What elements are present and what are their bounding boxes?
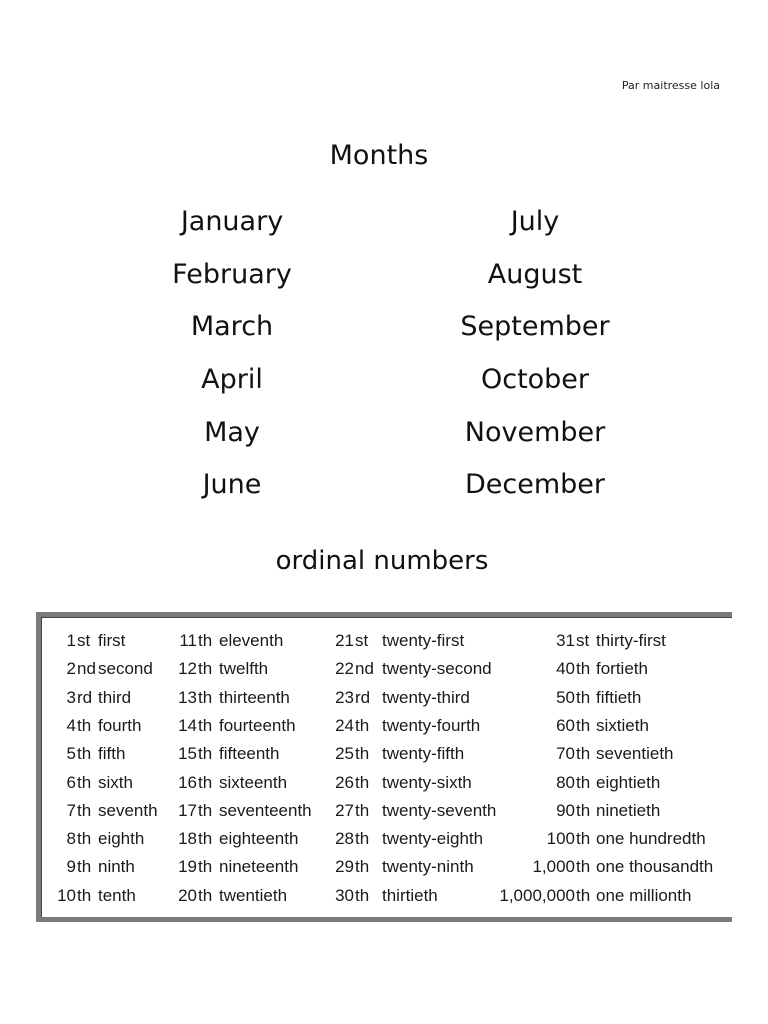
ordinal-suffix: rd (355, 687, 371, 707)
ordinal-number: 15 (178, 744, 197, 764)
ordinal-word: sixth (98, 772, 133, 792)
ordinal-number: 1,000,000 (499, 885, 575, 905)
ordinal-number: 11 (179, 631, 197, 650)
ordinal-word: seventeenth (219, 800, 312, 820)
ordinal-table-frame (36, 612, 732, 922)
ordinal-word: fiftieth (596, 687, 642, 707)
ordinal-number: 60 (556, 715, 575, 735)
ordinal-word: twenty-seventh (382, 800, 497, 820)
ordinal-word: fifteenth (219, 744, 280, 764)
ordinal-number: 10 (57, 885, 76, 905)
ordinal-word: sixtieth (596, 715, 649, 735)
ordinal-word: third (98, 687, 132, 707)
ordinal-word: fortieth (596, 659, 648, 679)
ordinal-number: 21 (335, 631, 354, 650)
ordinal-suffix: th (576, 715, 591, 735)
ordinal-word: one millionth (596, 885, 692, 905)
ordinal-number: 3 (66, 687, 76, 707)
ordinal-number: 31 (556, 631, 575, 650)
ordinal-word: twenty-third (382, 687, 470, 707)
months-list (0, 200, 768, 520)
ordinal-number: 4 (66, 715, 76, 735)
ordinal-suffix: th (198, 772, 213, 792)
ordinal-suffix: th (198, 857, 213, 877)
ordinal-number: 90 (556, 800, 575, 820)
ordinal-suffix: th (355, 800, 370, 820)
ordinal-suffix: th (198, 744, 213, 764)
month-december: December (464, 469, 605, 500)
ordinal-suffix: th (576, 885, 591, 905)
ordinal-word: seventieth (596, 744, 674, 764)
ordinal-word: twenty-first (382, 631, 465, 650)
ordinal-word: first (98, 631, 126, 650)
ordinal-word: eightieth (596, 772, 661, 792)
ordinal-word: twenty-sixth (382, 772, 472, 792)
month-january: January (180, 206, 284, 237)
ordinal-number: 80 (556, 772, 575, 792)
ordinal-suffix: th (77, 772, 92, 792)
ordinal-suffix: nd (355, 659, 374, 679)
ordinal-suffix: th (355, 744, 370, 764)
ordinal-suffix: th (576, 800, 591, 820)
ordinal-number: 17 (178, 800, 197, 820)
ordinal-suffix: th (576, 829, 591, 849)
ordinal-number: 1,000 (532, 857, 575, 877)
ordinal-number: 70 (556, 744, 575, 764)
ordinal-suffix: th (77, 715, 92, 735)
ordinal-suffix: th (77, 885, 92, 905)
ordinal-number: 5 (66, 744, 76, 764)
ordinal-suffix: th (355, 715, 370, 735)
month-june: June (202, 469, 262, 500)
ordinal-word: eighteenth (219, 829, 299, 849)
ordinal-suffix: st (77, 631, 91, 650)
ordinal-word: one hundredth (596, 829, 706, 849)
ordinal-word: fourth (98, 715, 142, 735)
ordinal-word: twelfth (219, 659, 269, 679)
ordinal-suffix: th (576, 687, 591, 707)
ordinal-word: thirtieth (382, 885, 438, 905)
ordinal-number: 12 (178, 659, 197, 679)
ordinal-word: fifth (98, 744, 126, 764)
ordinal-word: eighth (98, 829, 145, 849)
ordinal-suffix: th (77, 744, 92, 764)
ordinal-word: twenty-fourth (382, 715, 481, 735)
ordinal-number: 2 (66, 659, 76, 679)
ordinal-suffix: th (355, 857, 370, 877)
ordinal-number: 1 (66, 631, 76, 650)
ordinal-word: twenty-eighth (382, 829, 484, 849)
ordinal-word: ninth (98, 857, 135, 877)
ordinal-suffix: th (576, 744, 591, 764)
month-may: May (204, 417, 260, 448)
ordinal-suffix: th (198, 631, 213, 650)
ordinal-suffix: th (576, 772, 591, 792)
ordinal-suffix: th (77, 829, 92, 849)
ordinal-suffix: th (198, 829, 213, 849)
ordinal-number: 22 (335, 659, 354, 679)
ordinal-number: 28 (335, 829, 354, 849)
month-april: April (201, 364, 263, 395)
ordinal-suffix: th (355, 885, 370, 905)
ordinal-suffix: th (355, 829, 370, 849)
ordinal-number: 25 (335, 744, 354, 764)
month-september: September (460, 311, 610, 342)
ordinal-word: one thousandth (596, 857, 714, 877)
ordinal-number: 18 (178, 829, 197, 849)
ordinal-word: twenty-ninth (382, 857, 474, 877)
ordinal-suffix: th (198, 687, 213, 707)
ordinal-suffix: st (576, 631, 590, 650)
ordinal-word: thirty-first (596, 631, 666, 650)
ordinal-number: 50 (556, 687, 575, 707)
ordinal-suffix: nd (77, 659, 96, 679)
ordinal-number: 23 (335, 687, 354, 707)
ordinal-suffix: st (355, 631, 369, 650)
ordinal-word: sixteenth (219, 772, 288, 792)
ordinal-suffix: th (576, 659, 591, 679)
ordinal-word: nineteenth (219, 857, 299, 877)
month-october: October (480, 364, 590, 395)
ordinal-number: 8 (66, 829, 76, 849)
ordinal-word: ninetieth (596, 800, 661, 820)
ordinal-word: twenty-second (382, 659, 492, 679)
month-july: July (510, 206, 560, 237)
ordinal-number: 27 (335, 800, 354, 820)
month-march: March (190, 311, 274, 342)
ordinal-numbers-title: ordinal numbers (275, 546, 489, 576)
ordinal-word: eleventh (219, 631, 284, 650)
ordinal-number: 6 (66, 772, 76, 792)
ordinal-number: 100 (546, 829, 575, 849)
month-november: November (464, 417, 606, 448)
ordinal-word: fourteenth (219, 715, 296, 735)
ordinal-number: 20 (178, 885, 197, 905)
ordinal-suffix: rd (77, 687, 93, 707)
ordinal-suffix: th (576, 857, 591, 877)
ordinal-number: 9 (66, 857, 76, 877)
ordinal-number: 7 (66, 800, 76, 820)
ordinal-word: thirteenth (219, 687, 290, 707)
ordinal-number: 24 (335, 715, 354, 735)
ordinal-suffix: th (198, 715, 213, 735)
ordinal-suffix: th (198, 659, 213, 679)
ordinal-number: 40 (556, 659, 575, 679)
ordinal-number: 26 (335, 772, 354, 792)
months-title: Months (329, 140, 429, 171)
ordinal-number: 19 (178, 857, 197, 877)
ordinal-word: twenty-fifth (382, 744, 465, 764)
ordinal-suffix: th (198, 800, 213, 820)
month-august: August (487, 259, 583, 290)
ordinal-suffix: th (77, 857, 92, 877)
ordinal-number: 29 (335, 857, 354, 877)
ordinal-table (41, 617, 732, 917)
ordinal-suffix: th (198, 885, 213, 905)
ordinal-word: seventh (98, 800, 158, 820)
ordinal-word: tenth (98, 885, 136, 905)
ordinal-suffix: th (355, 772, 370, 792)
ordinal-word: twentieth (219, 885, 288, 905)
month-february: February (172, 259, 292, 290)
ordinal-suffix: th (77, 800, 92, 820)
ordinal-number: 16 (178, 772, 197, 792)
ordinal-word: second (98, 659, 153, 679)
ordinal-number: 30 (335, 885, 354, 905)
ordinal-number: 13 (178, 687, 197, 707)
ordinal-number: 14 (178, 715, 197, 735)
author-credit: Par maitresse lola (621, 79, 720, 92)
